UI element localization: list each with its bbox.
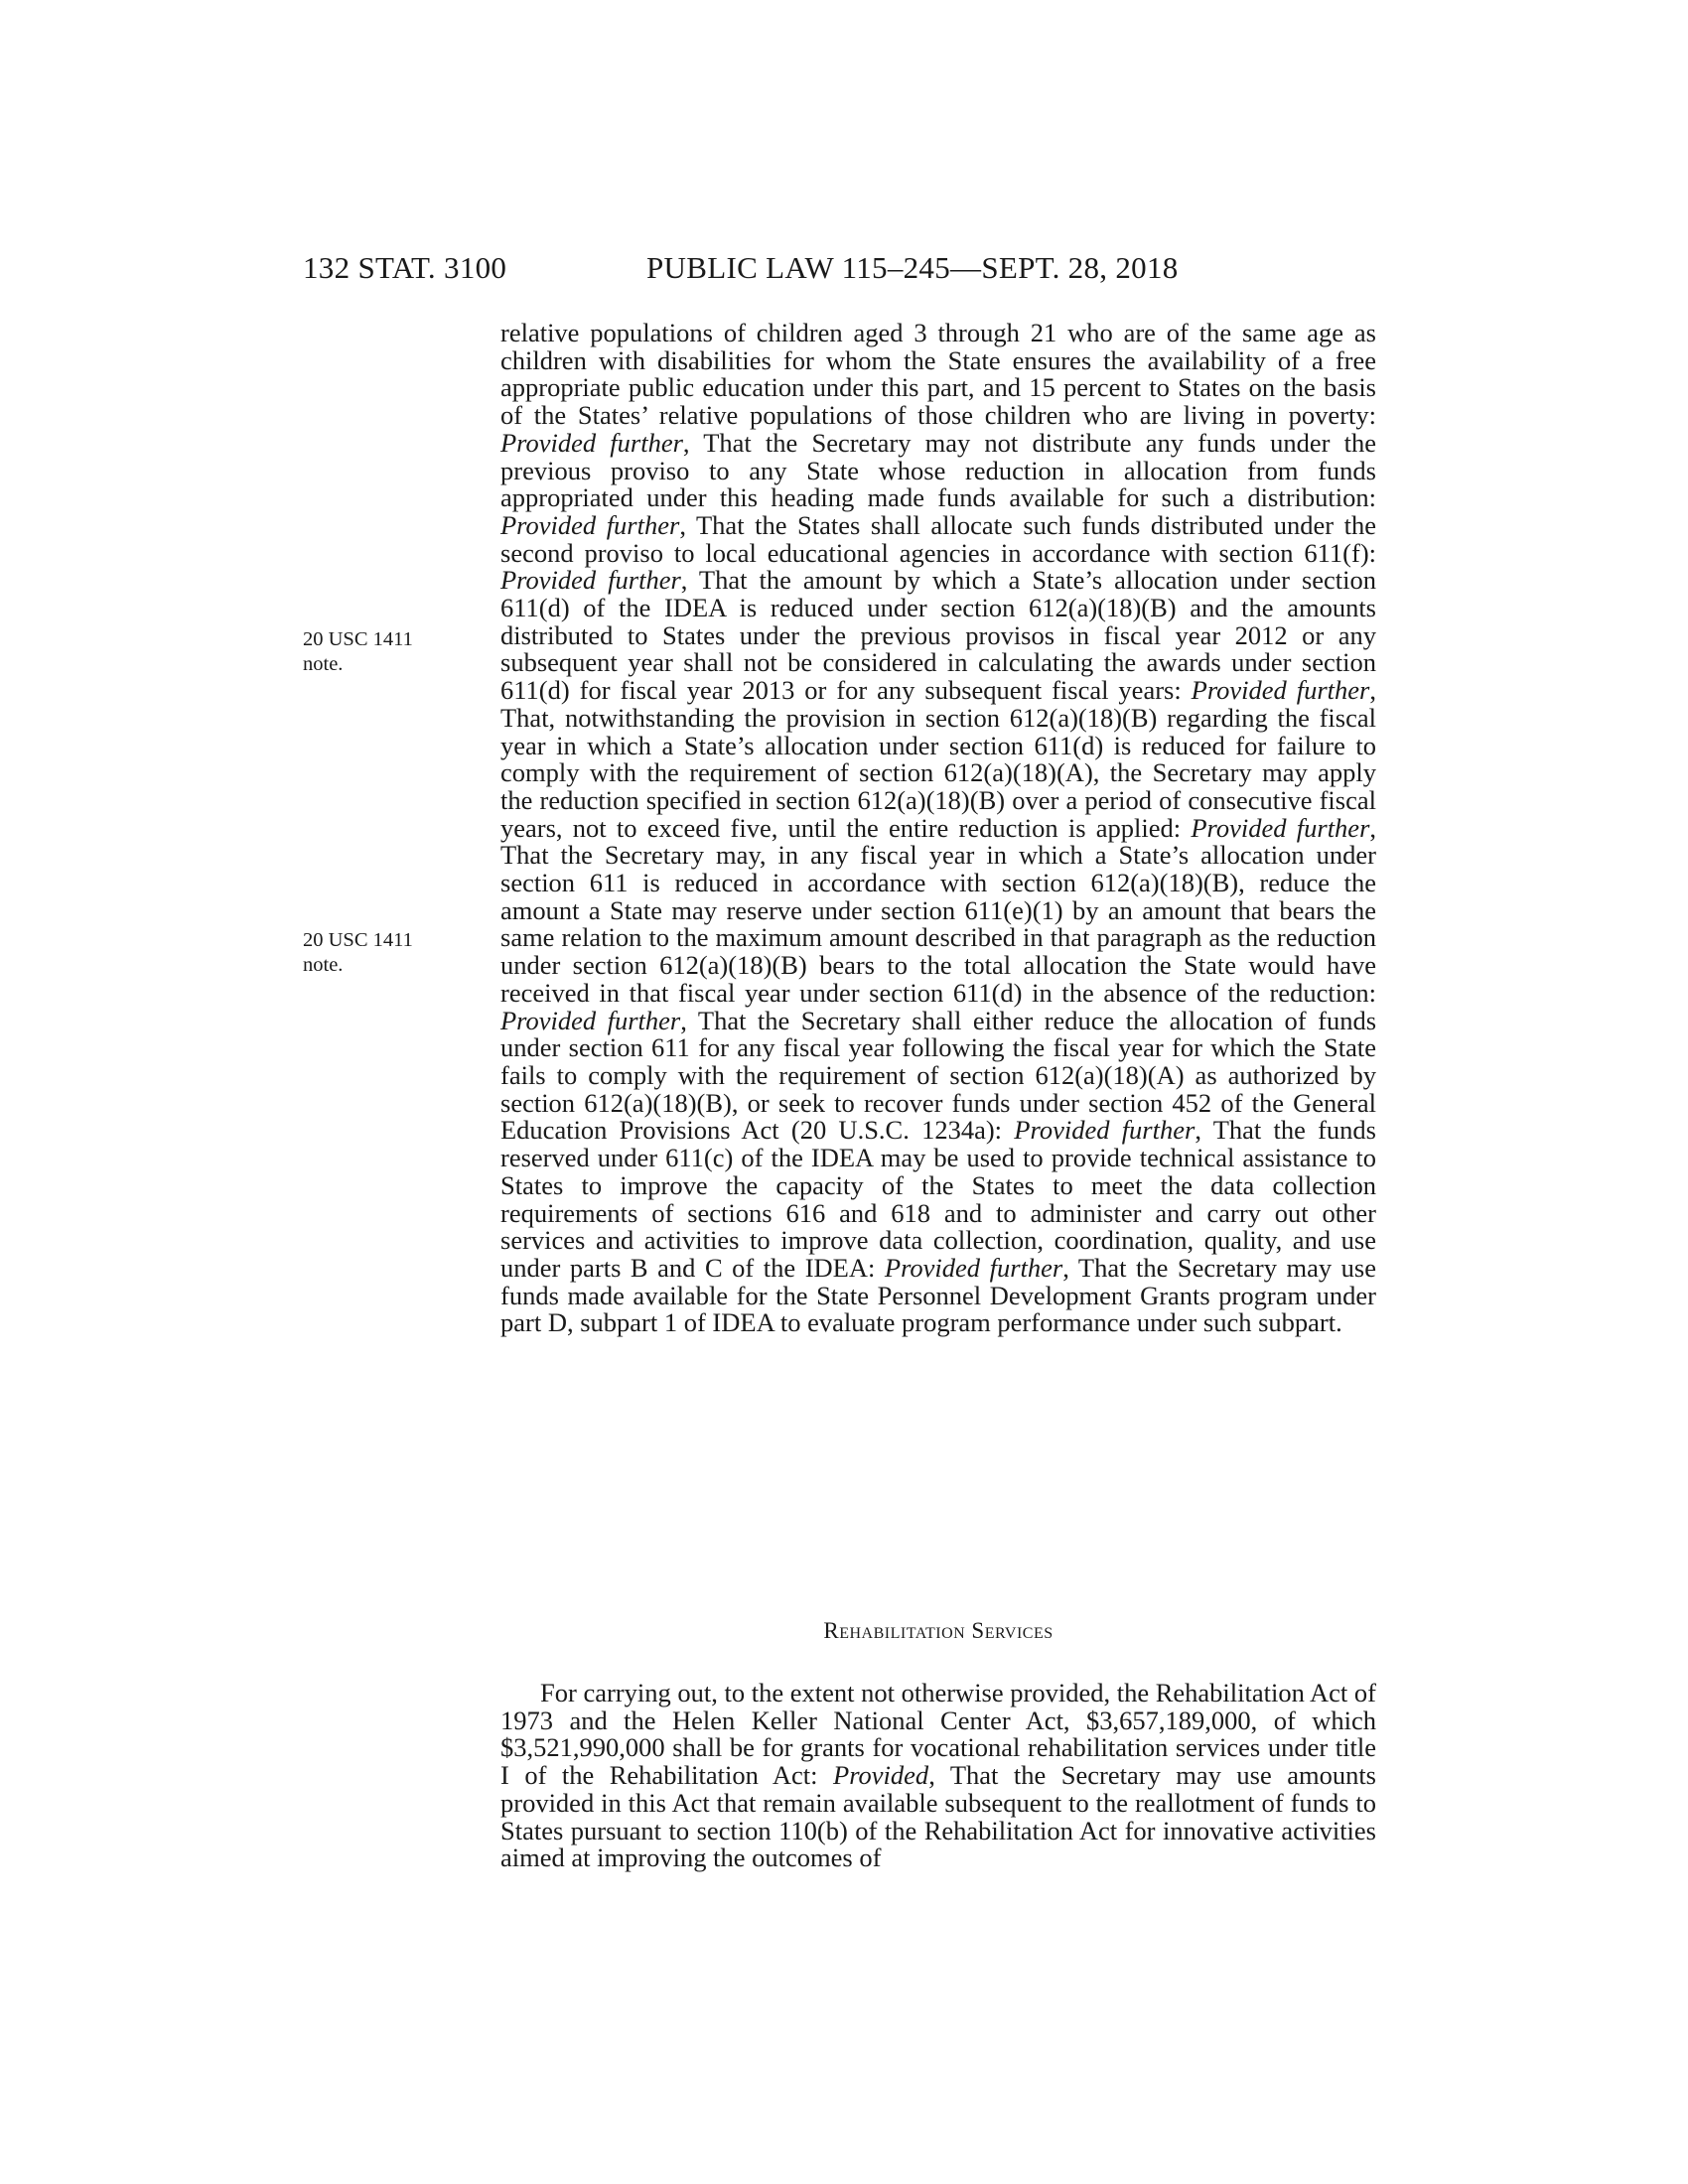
text-run: , That the Secretary may not distribute any funds under the previous proviso to any State whose reduction in allocation from funds appropriated under this heading made funds available for such a distribution: xyxy=(500,427,1377,513)
paragraph-text xyxy=(500,1680,1376,1872)
proviso-phrase: Provided further xyxy=(884,1252,1063,1283)
section-heading: Rehabilitation Services xyxy=(823,1618,1054,1643)
margin-note xyxy=(303,928,442,978)
running-header xyxy=(303,250,1375,290)
margin-note-label: note. xyxy=(303,653,344,675)
text-run: , That the Secretary shall either reduce the allocation of funds under section 611 for any fiscal year following the fiscal year for which the State fails to comply with the requirement of section 612(a)(18)(A) as authorized by section 612(a)(18)(B), or seek to recover funds under section 452 of the General Education Provisions Act (20 U.S.C. 1234a): xyxy=(500,1005,1377,1146)
text-run: relative populations of children aged 3 through 21 who are of the same age as children with disabilities for whom the State ensures the availability of a free appropriate public education under this part, and 15 percent to States on the basis of the States’ relative populations of those children who are living in poverty: xyxy=(500,318,1376,431)
text-run: , That the funds reserved under 611(c) of the IDEA may be used to provide technical assistance to States to improve the capacity of the States to meet the data collection requirements of sections 616 and 618 and to administer and carry out other services and activities to improve data collection, coordination, quality, and use under parts B and C of the IDEA: xyxy=(500,1115,1376,1283)
text-run: , That the States shall allocate such funds distributed under the second proviso to local educational agencies in accordance with section 611(f): xyxy=(500,509,1377,568)
text-run: , That the Secretary may use funds made available for the State Personnel Development Grants program under part D, subpart 1 of IDEA to evaluate program performance under such subpart. xyxy=(500,1252,1376,1338)
body-paragraph-rehabilitation xyxy=(500,1680,1376,1872)
proviso-phrase: Provided further xyxy=(1191,812,1370,843)
text-run: For carrying out, to the extent not otherwise provided, the Rehabilitation Act of 1973 and the Helen Keller National Center Act, $3,657,189,000, of which $3,521,990,000 shall be for grants for vocational rehabilitation services under title I of the Rehabilitation Act: xyxy=(500,1678,1376,1791)
margin-note xyxy=(303,627,442,677)
proviso-phrase: Provided further xyxy=(1014,1115,1196,1146)
page-reference: 132 STAT. 3100 xyxy=(303,250,507,285)
text-run: , That, notwithstanding the provision in section 612(a)(18)(B) regarding the fiscal year in which a State’s allocation under section 611(d) is reduced for failure to comply with the requirement of section 612(a)(18)(A), the Secretary may apply the reduction specified in section 612(a)(18)(B) over a period of consecutive fiscal years, not to exceed five, until the entire reduction is applied: xyxy=(500,675,1376,843)
text-run: , That the Secretary may use amounts provided in this Act that remain available subsequent to the reallotment of funds to States pursuant to section 110(b) of the Rehabilitation Act for innovative activities aimed at improving the outcomes of xyxy=(500,1760,1376,1873)
proviso-phrase: Provided further xyxy=(1191,675,1370,706)
law-title: PUBLIC LAW 115–245—SEPT. 28, 2018 xyxy=(646,250,1179,285)
proviso-phrase: Provided further xyxy=(500,509,680,540)
paragraph-text xyxy=(500,320,1376,1337)
text-run: , That the Secretary may, in any fiscal year in which a State’s allocation under section 611 is reduced in accordance with section 612(a)(18)(B), reduce the amount a State may reserve under section 611(e)(1) by an amount that bears the same relation to the maximum amount described in that paragraph as the reduction under section 612(a)(18)(B) bears to the total allocation the State would have received in that fiscal year under section 611(d) in the absence of the reduction: xyxy=(500,812,1377,1008)
body-paragraph-idea xyxy=(500,320,1376,1337)
text-run: , That the amount by which a State’s allocation under section 611(d) of the IDEA is reduced under section 612(a)(18)(B) and the amounts distributed to States under the previous provisos in fiscal year 2012 or any subsequent year shall not be considered in calculating the awards under section 611(d) for fiscal year 2013 or for any subsequent fiscal years: xyxy=(500,565,1377,706)
proviso-phrase: Provided xyxy=(833,1760,929,1791)
proviso-phrase: Provided further xyxy=(500,427,683,458)
margin-note-label: note. xyxy=(303,954,344,976)
proviso-phrase: Provided further xyxy=(500,565,681,596)
margin-note-citation: 20 USC 1411 xyxy=(303,628,413,650)
proviso-phrase: Provided further xyxy=(500,1005,681,1035)
margin-note-citation: 20 USC 1411 xyxy=(303,929,413,951)
